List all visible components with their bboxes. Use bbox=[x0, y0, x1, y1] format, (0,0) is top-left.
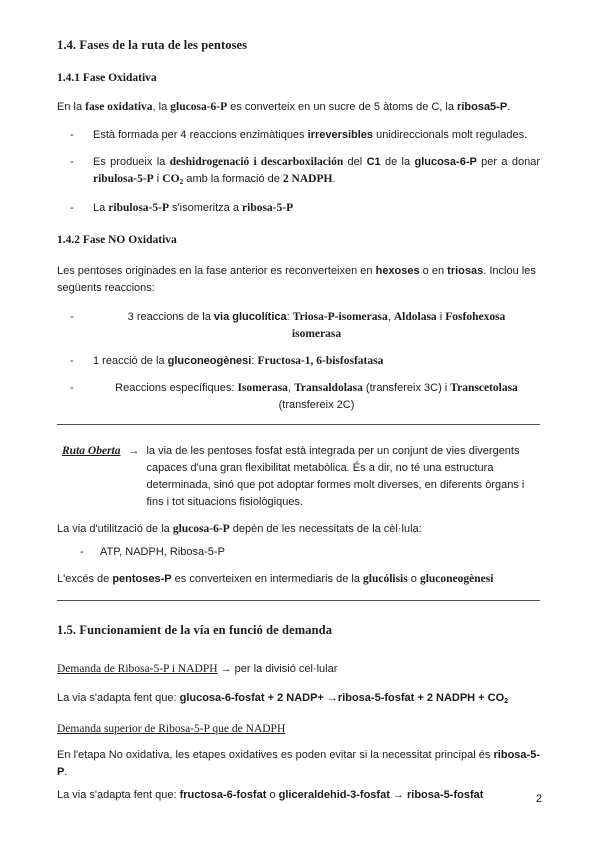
demanda-1-rest: → per la divisió cel·lular bbox=[217, 663, 338, 675]
demanda-2-label: Demanda superior de Ribosa-5-P que de NADPH bbox=[57, 723, 286, 735]
ruta-oberta-note bbox=[62, 443, 540, 511]
necessitats-bullet-list bbox=[57, 544, 540, 561]
paragraph-exces-pentoses: L'excés de pentoses-P es converteixen en intermediaris de la glucólisis o gluconeogènesi bbox=[57, 573, 494, 585]
bullet-item-reaccions-especifiques: - Reaccions específiques: Isomerasa, Transaldolasa (transfereix 3C) i Transcetolasa (transfereix 2C) bbox=[70, 380, 540, 414]
fase-oxidativa-bullet-list bbox=[57, 127, 540, 217]
paragraph-utilitzacio-glucosa: La via d'utilització de la glucosa-6-P depèn de les necessitats de la cèl·lula: bbox=[57, 523, 422, 535]
bullet-item-irreversibles: - Està formada per 4 reaccions enzimàtiques irreversibles unidireccionals molt regulades. bbox=[70, 127, 540, 144]
paragraph-etapa-no-oxidativa: En l'etapa No oxidativa, les etapes oxidatives es poden evitar si la necessitat principal és ribosa-5-P. bbox=[57, 749, 540, 778]
paragraph-fase-no-oxidativa-intro: Les pentoses originades en la fase anterior es reconverteixen en hexoses o en triosas. Inclou les següents reaccions: bbox=[57, 265, 536, 294]
bullet-item-via-glucolitica: - 3 reaccions de la via glucolítica: Triosa-P-isomerasa, Aldolasa i Fosfohexosa isomerasa bbox=[70, 309, 540, 343]
subsection-heading-1-4-1: 1.4.1 Fase Oxidativa bbox=[57, 72, 157, 84]
paragraph-fase-oxidativa-intro: En la fase oxidativa, la glucosa-6-P es converteix en un sucre de 5 àtoms de C, la ribosa5-P. bbox=[57, 101, 511, 113]
paragraph-demanda-ribosa-nadph bbox=[57, 661, 540, 678]
paragraph-equacio-oxidativa: La via s'adapta fent que: glucosa-6-fosfat + 2 NADP+ →ribosa-5-fosfat + 2 NADPH + $CO_2$ bbox=[57, 692, 509, 705]
ruta-oberta-text: la via de les pentoses fosfat està integrada per un conjunt de vies divergents capaces d'una gran flexibilitat metabòlica. És a dir, no té una estructura determinada, sinó que pot adoptar formes molt diverses, en diferents òrgans i fins i tot situacions fisiològiques. bbox=[146, 445, 525, 508]
divider-bottom bbox=[57, 600, 540, 601]
arrow-right-icon: → bbox=[128, 445, 140, 457]
bullet-item-deshidrogenacio: - Es produeix la deshidrogenació i descarboxilación del C1 de la glucosa-6-P per a donar ribulosa-5-P i $CO_2$ amb la formació de 2 NADPH. bbox=[70, 154, 540, 190]
ruta-oberta-label: Ruta Oberta bbox=[62, 445, 121, 457]
subsection-heading-1-4-2: 1.4.2 Fase NO Oxidativa bbox=[57, 234, 177, 246]
section-heading-1-5: 1.5. Funcionamient de la vía en funció de demanda bbox=[57, 623, 333, 637]
demanda-1-label: Demanda de Ribosa-5-P i NADPH bbox=[57, 663, 218, 675]
bullet-item-gluconeogenesi: - 1 reacció de la gluconeogènesi: Fructosa-1, 6-bisfosfatasa bbox=[70, 353, 540, 370]
divider-top bbox=[57, 424, 540, 425]
fase-no-oxidativa-bullet-list bbox=[57, 309, 540, 414]
page-number: 2 bbox=[535, 793, 542, 805]
bullet-item-isomeritzacio: - La ribulosa-5-P s'isomeritza a ribosa-5-P bbox=[70, 200, 540, 217]
section-heading-1-4: 1.4. Fases de la ruta de les pentoses bbox=[57, 38, 248, 52]
paragraph-equacio-no-oxidativa: La via s'adapta fent que: fructosa-6-fosfat o gliceraldehid-3-fosfat → ribosa-5-fosfat bbox=[57, 789, 484, 801]
bullet-item-atp-nadph: - ATP, NADPH, Ribosa-5-P bbox=[80, 544, 540, 561]
paragraph-demanda-superior bbox=[57, 721, 540, 738]
